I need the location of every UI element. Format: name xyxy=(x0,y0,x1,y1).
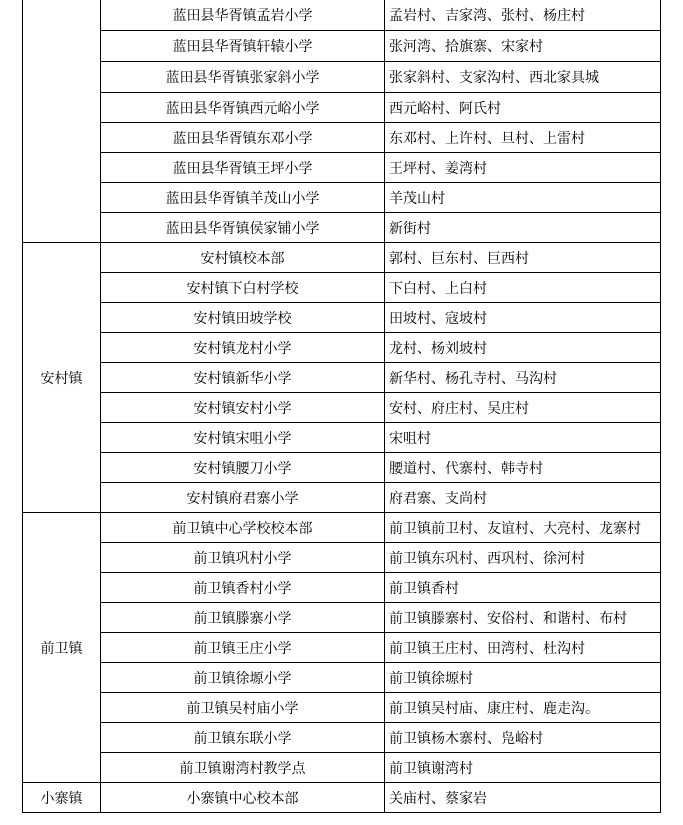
villages-cell: 孟岩村、吉家湾、张村、杨庄村 xyxy=(385,0,661,31)
table-row xyxy=(23,123,661,153)
town-cell: 前卫镇 xyxy=(23,513,101,783)
school-name-cell: 前卫镇滕寨小学 xyxy=(101,603,385,633)
town-cell xyxy=(23,0,101,243)
villages-cell: 张家斜村、支家沟村、西北家具城 xyxy=(385,62,661,93)
villages-cell: 前卫镇东巩村、西巩村、徐河村 xyxy=(385,543,661,573)
villages-cell: 前卫镇王庄村、田湾村、杜沟村 xyxy=(385,633,661,663)
town-cell: 安村镇 xyxy=(23,243,101,513)
school-name-cell: 蓝田县华胥镇西元峪小学 xyxy=(101,93,385,123)
villages-cell: 郭村、巨东村、巨西村 xyxy=(385,243,661,273)
table-row xyxy=(23,153,661,183)
villages-cell: 腰道村、代寨村、韩寺村 xyxy=(385,453,661,483)
school-name-cell: 蓝田县华胥镇轩辕小学 xyxy=(101,31,385,62)
school-name-cell: 安村镇安村小学 xyxy=(101,393,385,423)
table-row xyxy=(23,423,661,453)
villages-cell: 新华村、杨孔寺村、马沟村 xyxy=(385,363,661,393)
villages-cell: 羊茂山村 xyxy=(385,183,661,213)
villages-cell: 宋咀村 xyxy=(385,423,661,453)
villages-cell: 前卫镇杨木寨村、凫峪村 xyxy=(385,723,661,753)
villages-cell: 下白村、上白村 xyxy=(385,273,661,303)
table-row xyxy=(23,783,661,813)
table-row xyxy=(23,303,661,333)
villages-cell: 关庙村、蔡家岩 xyxy=(385,783,661,813)
school-name-cell: 小寨镇中心校本部 xyxy=(101,783,385,813)
table-row xyxy=(23,363,661,393)
table-row xyxy=(23,603,661,633)
table-row xyxy=(23,543,661,573)
school-name-cell: 前卫镇吴村庙小学 xyxy=(101,693,385,723)
school-name-cell: 蓝田县华胥镇孟岩小学 xyxy=(101,0,385,31)
table-row xyxy=(23,0,661,31)
school-name-cell: 蓝田县华胥镇侯家铺小学 xyxy=(101,213,385,243)
school-name-cell: 安村镇府君寨小学 xyxy=(101,483,385,513)
villages-cell: 田坡村、寇坡村 xyxy=(385,303,661,333)
school-name-cell: 安村镇腰刀小学 xyxy=(101,453,385,483)
table-row xyxy=(23,333,661,363)
villages-cell: 前卫镇谢湾村 xyxy=(385,753,661,783)
table-row xyxy=(23,513,661,543)
school-name-cell: 安村镇宋咀小学 xyxy=(101,423,385,453)
table-row xyxy=(23,393,661,423)
villages-cell: 龙村、杨刘坡村 xyxy=(385,333,661,363)
table-row xyxy=(23,183,661,213)
villages-cell: 王坪村、姜湾村 xyxy=(385,153,661,183)
town-cell: 小寨镇 xyxy=(23,783,101,813)
table-row xyxy=(23,483,661,513)
school-name-cell: 前卫镇王庄小学 xyxy=(101,633,385,663)
table-row xyxy=(23,31,661,62)
school-name-cell: 安村镇校本部 xyxy=(101,243,385,273)
villages-cell: 新街村 xyxy=(385,213,661,243)
school-name-cell: 安村镇下白村学校 xyxy=(101,273,385,303)
school-name-cell: 前卫镇东联小学 xyxy=(101,723,385,753)
villages-cell: 前卫镇香村 xyxy=(385,573,661,603)
table-row xyxy=(23,243,661,273)
villages-cell: 前卫镇吴村庙、康庄村、鹿走沟。 xyxy=(385,693,661,723)
villages-cell: 前卫镇滕寨村、安俗村、和谐村、布村 xyxy=(385,603,661,633)
villages-cell: 东邓村、上许村、旦村、上雷村 xyxy=(385,123,661,153)
school-name-cell: 蓝田县华胥镇王坪小学 xyxy=(101,153,385,183)
table-row xyxy=(23,663,661,693)
school-name-cell: 前卫镇香村小学 xyxy=(101,573,385,603)
table-row xyxy=(23,453,661,483)
table-row xyxy=(23,273,661,303)
school-name-cell: 前卫镇徐塬小学 xyxy=(101,663,385,693)
villages-cell: 安村、府庄村、吴庄村 xyxy=(385,393,661,423)
school-name-cell: 蓝田县华胥镇羊茂山小学 xyxy=(101,183,385,213)
school-name-cell: 安村镇龙村小学 xyxy=(101,333,385,363)
school-name-cell: 前卫镇巩村小学 xyxy=(101,543,385,573)
villages-cell: 府君寨、支尚村 xyxy=(385,483,661,513)
villages-cell: 张河湾、拾旗寨、宋家村 xyxy=(385,31,661,62)
table-row xyxy=(23,693,661,723)
table-row xyxy=(23,573,661,603)
table-row xyxy=(23,93,661,123)
table-row xyxy=(23,723,661,753)
table-row xyxy=(23,633,661,663)
school-name-cell: 前卫镇中心学校校本部 xyxy=(101,513,385,543)
school-name-cell: 安村镇新华小学 xyxy=(101,363,385,393)
school-name-cell: 前卫镇谢湾村教学点 xyxy=(101,753,385,783)
villages-cell: 西元峪村、阿氏村 xyxy=(385,93,661,123)
villages-cell: 前卫镇前卫村、友谊村、大亮村、龙寨村 xyxy=(385,513,661,543)
villages-cell: 前卫镇徐塬村 xyxy=(385,663,661,693)
school-zone-table xyxy=(22,0,661,813)
school-name-cell: 蓝田县华胥镇东邓小学 xyxy=(101,123,385,153)
table-row xyxy=(23,213,661,243)
table-row xyxy=(23,753,661,783)
table-row xyxy=(23,62,661,93)
school-name-cell: 蓝田县华胥镇张家斜小学 xyxy=(101,62,385,93)
school-name-cell: 安村镇田坡学校 xyxy=(101,303,385,333)
